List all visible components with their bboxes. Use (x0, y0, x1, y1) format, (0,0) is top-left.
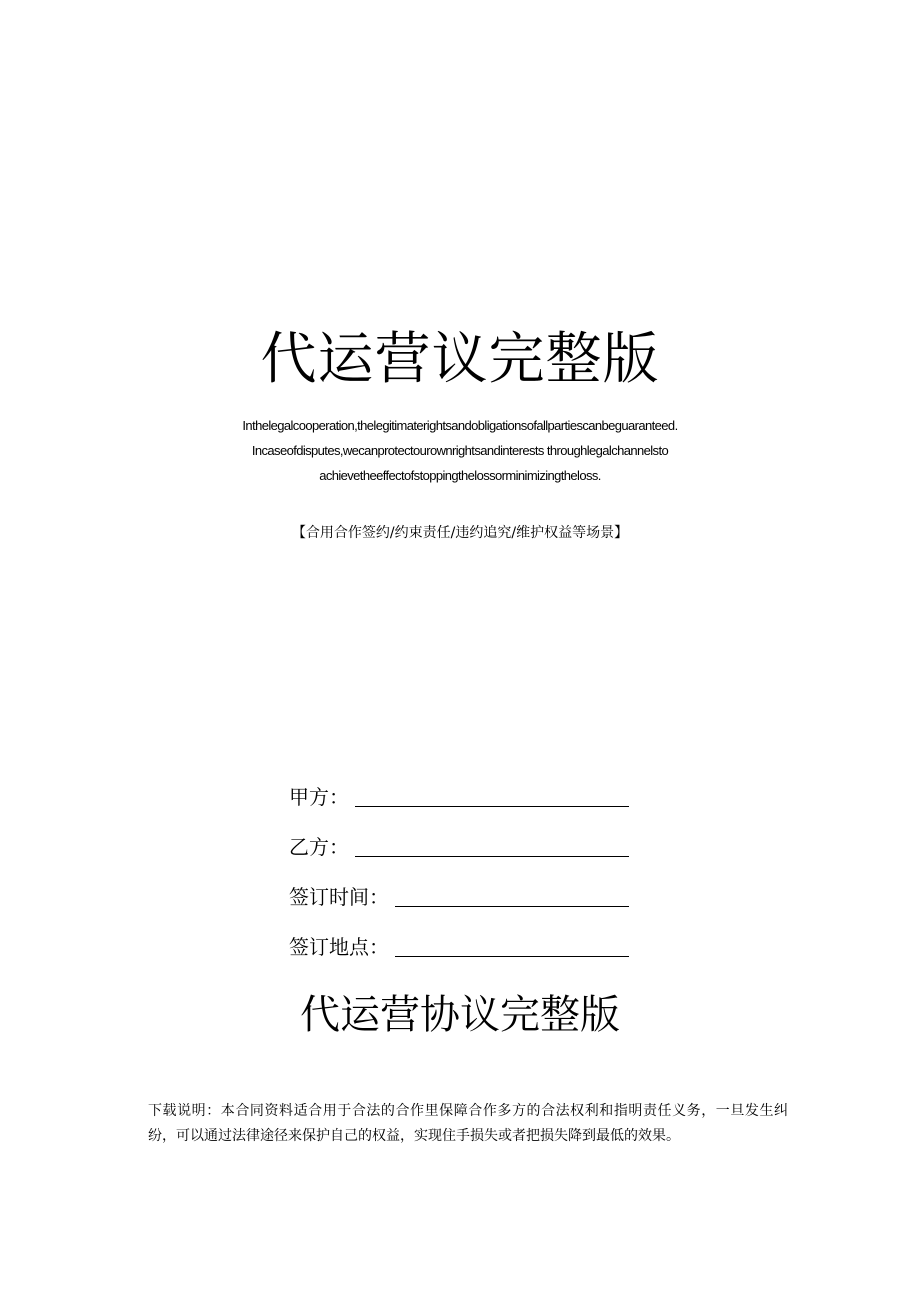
document-title: 代运营议完整版 (260, 327, 660, 392)
party-b-row (289, 830, 629, 880)
party-b-blank[interactable] (355, 832, 629, 857)
subtitle-line: Incaseofdisputes,wecanprotectourownrightsandinterests throughlegalchannelsto (251, 443, 669, 458)
english-subtitle (130, 413, 790, 488)
download-note: 下载说明：本合同资料适合用于合法的合作里保障合作多方的合法权利和指明责任义务，一旦发生纠纷，可以通过法律途径来保护自己的权益，实现住手损失或者把损失降到最低的效果。 (148, 1103, 788, 1144)
signing-time-row (289, 880, 629, 930)
party-a-blank[interactable] (355, 782, 629, 807)
usage-scenarios: 【合用合作签约/约束责任/违约追究/维护权益等场景】 (291, 525, 629, 541)
subtitle-line: achievetheeffectofstoppingthelossorminimizingtheloss. (319, 468, 601, 483)
signing-time-label: 签订时间： (289, 885, 389, 909)
signature-fields (289, 780, 629, 980)
subtitle-line: Inthelegalcooperation,thelegitimaterightsandobligationsofallpartiescanbeguaranteed. (242, 418, 678, 433)
signing-place-label: 签订地点： (289, 935, 389, 959)
party-a-label: 甲方： (289, 785, 349, 809)
secondary-title: 代运营协议完整版 (300, 992, 620, 1038)
signing-place-row (289, 930, 629, 980)
signing-place-blank[interactable] (395, 932, 629, 957)
party-b-label: 乙方： (289, 835, 349, 859)
signing-time-blank[interactable] (395, 882, 629, 907)
party-a-row (289, 780, 629, 830)
